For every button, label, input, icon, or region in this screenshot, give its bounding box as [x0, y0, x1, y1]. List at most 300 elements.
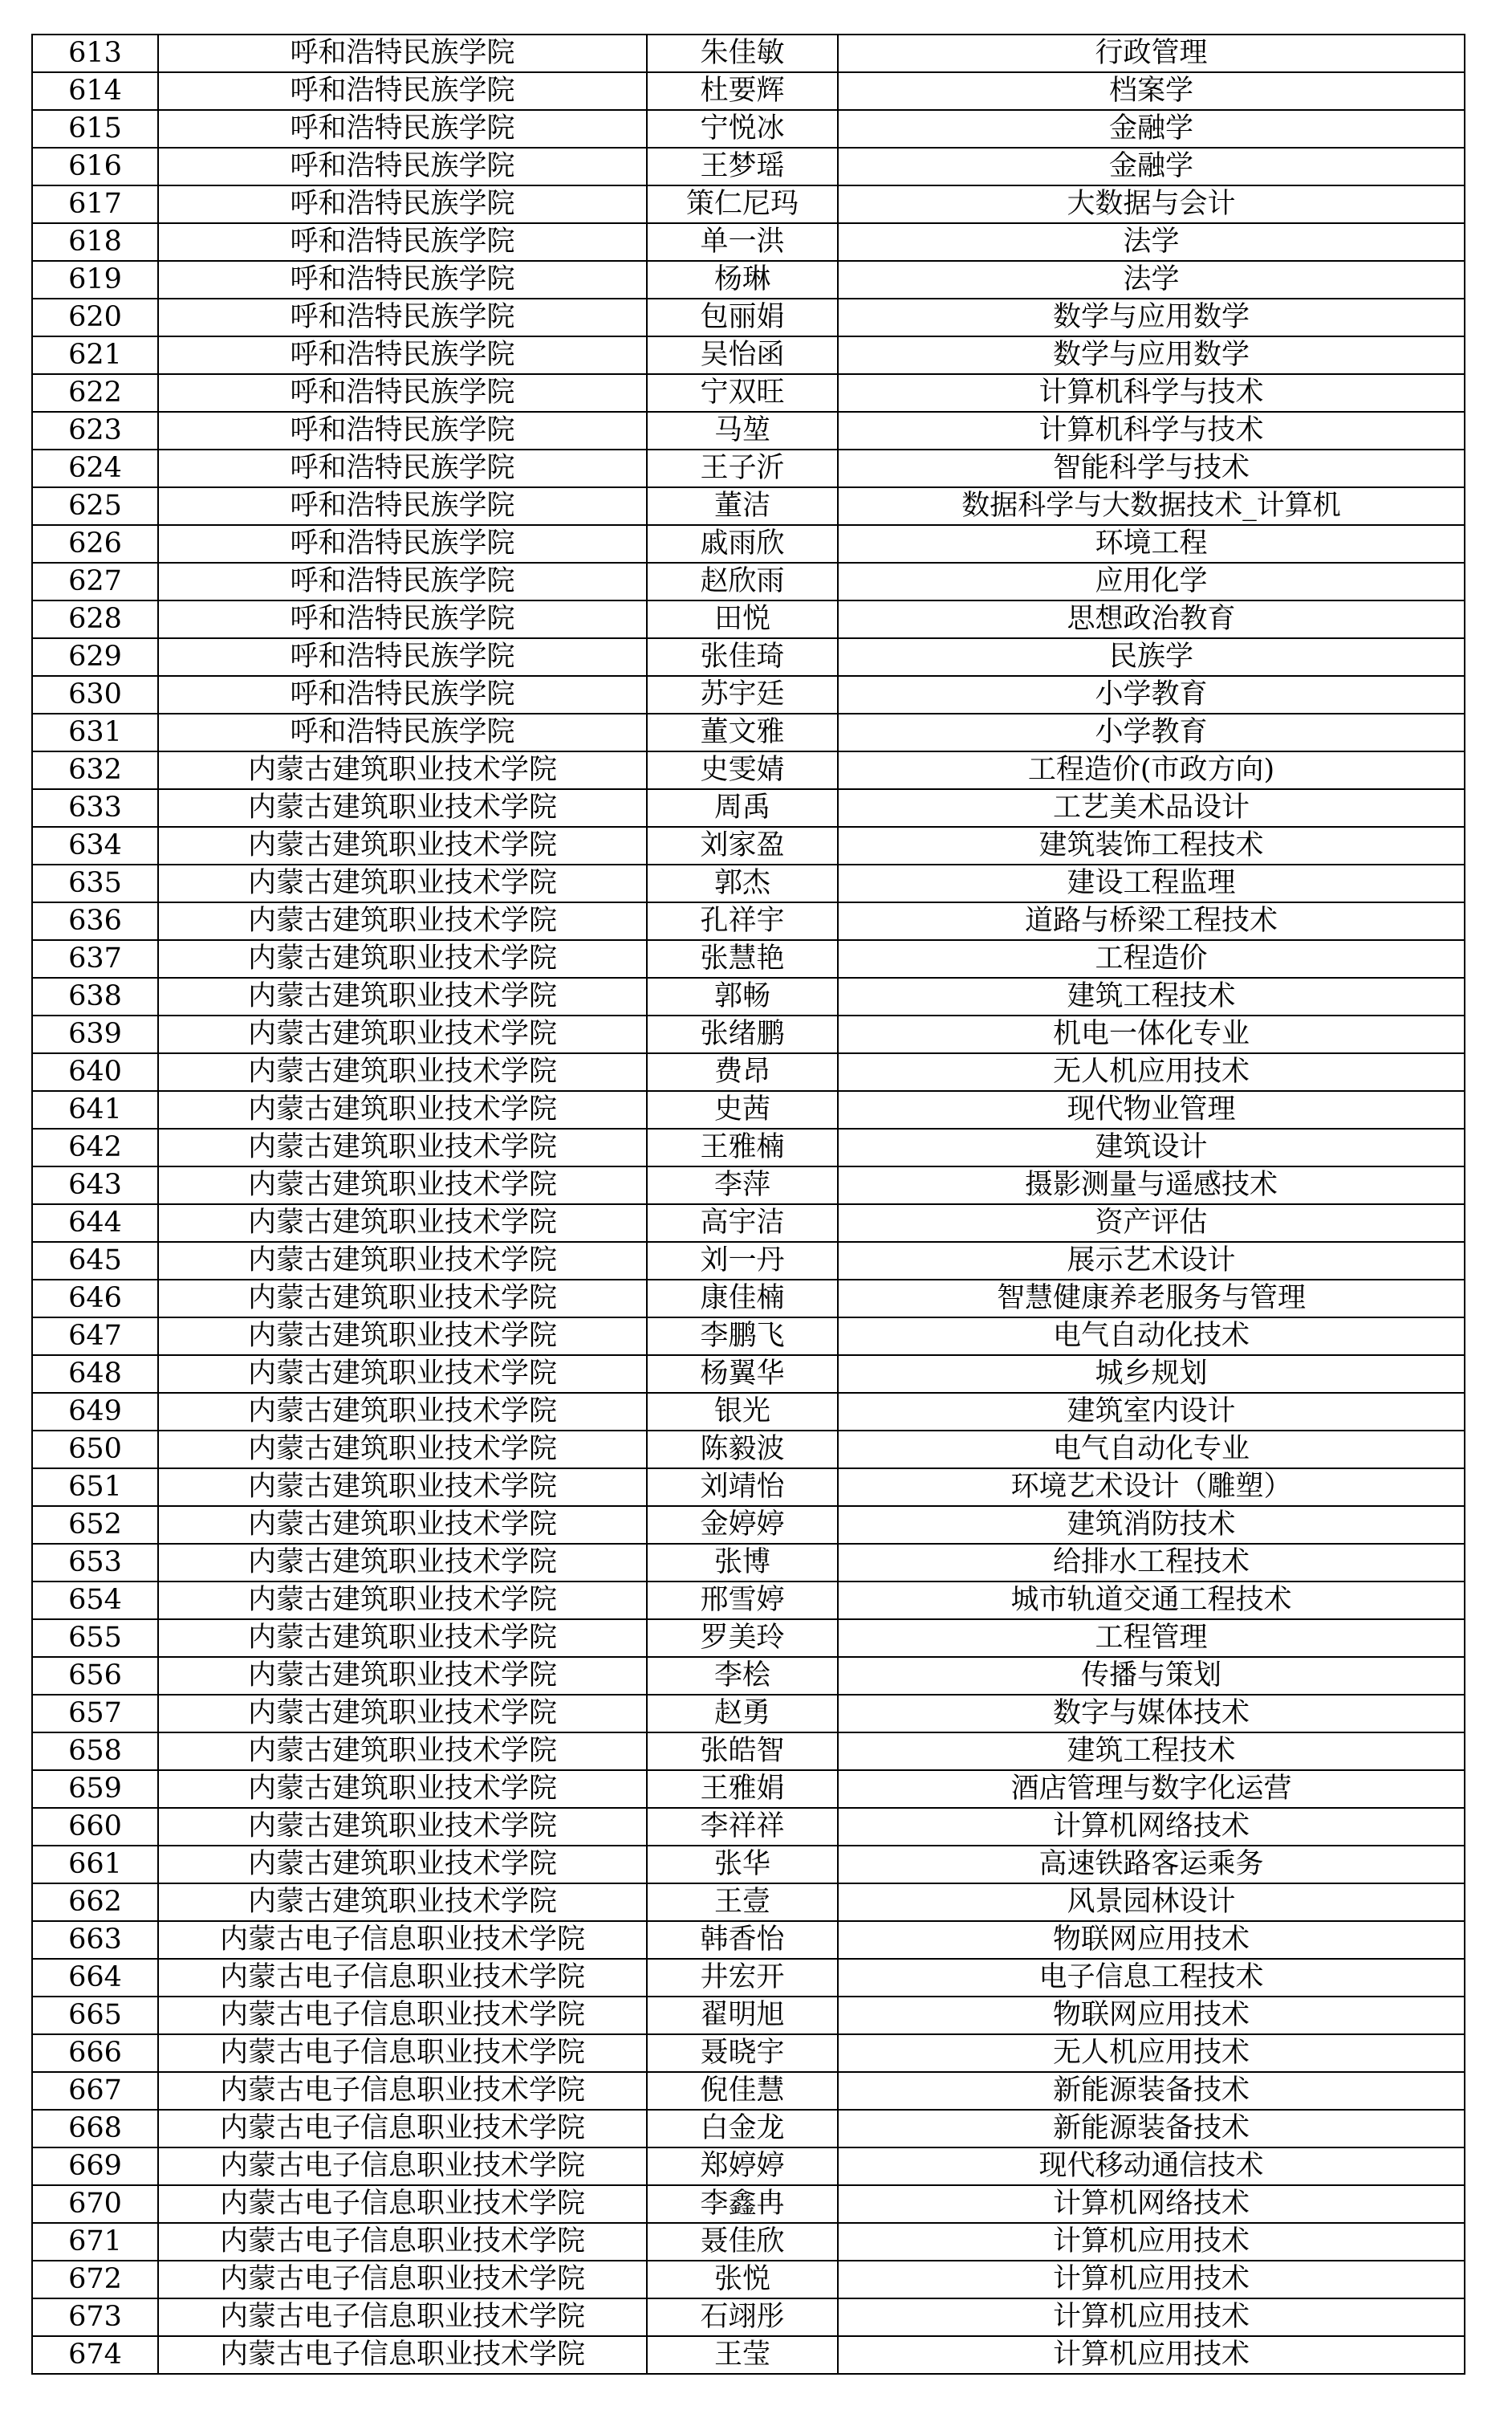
- student-name-cell: 史雯婧: [647, 751, 838, 789]
- major-cell: 建筑工程技术: [838, 1732, 1465, 1770]
- student-name-cell: 王子沂: [647, 450, 838, 487]
- school-cell: 内蒙古电子信息职业技术学院: [158, 2110, 647, 2147]
- student-name-cell: 康佳楠: [647, 1280, 838, 1317]
- major-cell: 建筑设计: [838, 1129, 1465, 1166]
- student-name-cell: 包丽娟: [647, 299, 838, 336]
- major-cell: 计算机科学与技术: [838, 374, 1465, 412]
- student-name-cell: 井宏开: [647, 1959, 838, 1997]
- student-name-cell: 陈毅波: [647, 1431, 838, 1468]
- row-number-cell: 624: [32, 450, 158, 487]
- table-row: [32, 1959, 1465, 1997]
- table-body: [32, 35, 1465, 2374]
- student-name-cell: 王莹: [647, 2336, 838, 2374]
- student-name-cell: 策仁尼玛: [647, 185, 838, 223]
- major-cell: 高速铁路客运乘务: [838, 1846, 1465, 1883]
- table-row: [32, 1582, 1465, 1619]
- major-cell: 计算机应用技术: [838, 2336, 1465, 2374]
- table-row: [32, 714, 1465, 751]
- table-row: [32, 1280, 1465, 1317]
- school-cell: 呼和浩特民族学院: [158, 261, 647, 299]
- table-row: [32, 1695, 1465, 1732]
- school-cell: 内蒙古电子信息职业技术学院: [158, 2261, 647, 2298]
- row-number-cell: 652: [32, 1506, 158, 1544]
- student-name-cell: 邢雪婷: [647, 1582, 838, 1619]
- school-cell: 内蒙古建筑职业技术学院: [158, 1242, 647, 1280]
- major-cell: 计算机应用技术: [838, 2261, 1465, 2298]
- table-row: [32, 299, 1465, 336]
- row-number-cell: 670: [32, 2185, 158, 2223]
- row-number-cell: 621: [32, 336, 158, 374]
- student-name-cell: 白金龙: [647, 2110, 838, 2147]
- school-cell: 内蒙古建筑职业技术学院: [158, 1883, 647, 1921]
- major-cell: 环境艺术设计（雕塑）: [838, 1468, 1465, 1506]
- school-cell: 内蒙古建筑职业技术学院: [158, 1506, 647, 1544]
- student-name-cell: 张皓智: [647, 1732, 838, 1770]
- major-cell: 计算机应用技术: [838, 2223, 1465, 2261]
- student-name-cell: 翟明旭: [647, 1997, 838, 2034]
- table-row: [32, 1393, 1465, 1431]
- school-cell: 呼和浩特民族学院: [158, 600, 647, 638]
- row-number-cell: 639: [32, 1016, 158, 1053]
- table-row: [32, 1770, 1465, 1808]
- table-row: [32, 1129, 1465, 1166]
- major-cell: 新能源装备技术: [838, 2110, 1465, 2147]
- table-row: [32, 563, 1465, 600]
- table-row: [32, 827, 1465, 865]
- school-cell: 内蒙古建筑职业技术学院: [158, 1582, 647, 1619]
- student-name-cell: 刘家盈: [647, 827, 838, 865]
- major-cell: 新能源装备技术: [838, 2072, 1465, 2110]
- major-cell: 展示艺术设计: [838, 1242, 1465, 1280]
- school-cell: 内蒙古建筑职业技术学院: [158, 1280, 647, 1317]
- school-cell: 内蒙古电子信息职业技术学院: [158, 2147, 647, 2185]
- student-name-cell: 王雅娟: [647, 1770, 838, 1808]
- row-number-cell: 615: [32, 110, 158, 148]
- major-cell: 工程造价(市政方向): [838, 751, 1465, 789]
- student-name-cell: 郑婷婷: [647, 2147, 838, 2185]
- row-number-cell: 630: [32, 676, 158, 714]
- student-name-cell: 杨翼华: [647, 1355, 838, 1393]
- major-cell: 数学与应用数学: [838, 336, 1465, 374]
- row-number-cell: 661: [32, 1846, 158, 1883]
- student-name-cell: 单一洪: [647, 223, 838, 261]
- student-name-cell: 宁悦冰: [647, 110, 838, 148]
- major-cell: 智能科学与技术: [838, 450, 1465, 487]
- row-number-cell: 671: [32, 2223, 158, 2261]
- school-cell: 呼和浩特民族学院: [158, 148, 647, 185]
- major-cell: 建筑装饰工程技术: [838, 827, 1465, 865]
- row-number-cell: 669: [32, 2147, 158, 2185]
- row-number-cell: 637: [32, 940, 158, 978]
- row-number-cell: 658: [32, 1732, 158, 1770]
- row-number-cell: 654: [32, 1582, 158, 1619]
- school-cell: 呼和浩特民族学院: [158, 487, 647, 525]
- major-cell: 思想政治教育: [838, 600, 1465, 638]
- major-cell: 环境工程: [838, 525, 1465, 563]
- school-cell: 内蒙古建筑职业技术学院: [158, 1732, 647, 1770]
- major-cell: 计算机科学与技术: [838, 412, 1465, 450]
- major-cell: 档案学: [838, 72, 1465, 110]
- school-cell: 内蒙古建筑职业技术学院: [158, 789, 647, 827]
- row-number-cell: 643: [32, 1166, 158, 1204]
- school-cell: 呼和浩特民族学院: [158, 714, 647, 751]
- school-cell: 呼和浩特民族学院: [158, 563, 647, 600]
- student-name-cell: 聂晓宇: [647, 2034, 838, 2072]
- major-cell: 城乡规划: [838, 1355, 1465, 1393]
- major-cell: 建设工程监理: [838, 865, 1465, 902]
- row-number-cell: 628: [32, 600, 158, 638]
- table-row: [32, 450, 1465, 487]
- school-cell: 内蒙古电子信息职业技术学院: [158, 2034, 647, 2072]
- student-name-cell: 倪佳慧: [647, 2072, 838, 2110]
- row-number-cell: 636: [32, 902, 158, 940]
- student-name-cell: 田悦: [647, 600, 838, 638]
- table-row: [32, 487, 1465, 525]
- row-number-cell: 613: [32, 35, 158, 72]
- table-row: [32, 223, 1465, 261]
- school-cell: 内蒙古建筑职业技术学院: [158, 1091, 647, 1129]
- table-row: [32, 35, 1465, 72]
- student-name-cell: 刘一丹: [647, 1242, 838, 1280]
- school-cell: 呼和浩特民族学院: [158, 72, 647, 110]
- student-name-cell: 杜要辉: [647, 72, 838, 110]
- row-number-cell: 657: [32, 1695, 158, 1732]
- student-name-cell: 韩香怡: [647, 1921, 838, 1959]
- student-name-cell: 马堃: [647, 412, 838, 450]
- school-cell: 内蒙古建筑职业技术学院: [158, 1468, 647, 1506]
- student-name-cell: 李祥祥: [647, 1808, 838, 1846]
- major-cell: 智慧健康养老服务与管理: [838, 1280, 1465, 1317]
- school-cell: 呼和浩特民族学院: [158, 638, 647, 676]
- student-name-cell: 史茜: [647, 1091, 838, 1129]
- student-name-cell: 高宇洁: [647, 1204, 838, 1242]
- major-cell: 金融学: [838, 110, 1465, 148]
- major-cell: 建筑室内设计: [838, 1393, 1465, 1431]
- table-row: [32, 978, 1465, 1016]
- row-number-cell: 627: [32, 563, 158, 600]
- table-row: [32, 751, 1465, 789]
- school-cell: 呼和浩特民族学院: [158, 299, 647, 336]
- table-row: [32, 2147, 1465, 2185]
- row-number-cell: 647: [32, 1317, 158, 1355]
- school-cell: 内蒙古电子信息职业技术学院: [158, 2072, 647, 2110]
- table-row: [32, 412, 1465, 450]
- row-number-cell: 642: [32, 1129, 158, 1166]
- school-cell: 呼和浩特民族学院: [158, 412, 647, 450]
- student-name-cell: 张佳琦: [647, 638, 838, 676]
- student-name-cell: 郭杰: [647, 865, 838, 902]
- row-number-cell: 645: [32, 1242, 158, 1280]
- student-name-cell: 周禹: [647, 789, 838, 827]
- table-row: [32, 1468, 1465, 1506]
- major-cell: 金融学: [838, 148, 1465, 185]
- major-cell: 现代移动通信技术: [838, 2147, 1465, 2185]
- table-row: [32, 638, 1465, 676]
- row-number-cell: 631: [32, 714, 158, 751]
- major-cell: 传播与策划: [838, 1657, 1465, 1695]
- table-row: [32, 110, 1465, 148]
- major-cell: 机电一体化专业: [838, 1016, 1465, 1053]
- school-cell: 内蒙古建筑职业技术学院: [158, 940, 647, 978]
- school-cell: 内蒙古电子信息职业技术学院: [158, 2298, 647, 2336]
- major-cell: 应用化学: [838, 563, 1465, 600]
- major-cell: 数学与应用数学: [838, 299, 1465, 336]
- student-name-cell: 刘靖怡: [647, 1468, 838, 1506]
- table-row: [32, 185, 1465, 223]
- school-cell: 内蒙古建筑职业技术学院: [158, 1619, 647, 1657]
- table-row: [32, 1053, 1465, 1091]
- school-cell: 内蒙古建筑职业技术学院: [158, 1166, 647, 1204]
- school-cell: 内蒙古电子信息职业技术学院: [158, 2336, 647, 2374]
- major-cell: 建筑工程技术: [838, 978, 1465, 1016]
- table-row: [32, 1242, 1465, 1280]
- school-cell: 呼和浩特民族学院: [158, 450, 647, 487]
- row-number-cell: 666: [32, 2034, 158, 2072]
- major-cell: 计算机网络技术: [838, 1808, 1465, 1846]
- school-cell: 内蒙古建筑职业技术学院: [158, 978, 647, 1016]
- table-row: [32, 676, 1465, 714]
- major-cell: 法学: [838, 261, 1465, 299]
- student-name-cell: 李萍: [647, 1166, 838, 1204]
- student-name-cell: 张华: [647, 1846, 838, 1883]
- row-number-cell: 629: [32, 638, 158, 676]
- school-cell: 内蒙古建筑职业技术学院: [158, 865, 647, 902]
- row-number-cell: 626: [32, 525, 158, 563]
- school-cell: 呼和浩特民族学院: [158, 35, 647, 72]
- table-row: [32, 2034, 1465, 2072]
- major-cell: 电气自动化专业: [838, 1431, 1465, 1468]
- student-name-cell: 张慧艳: [647, 940, 838, 978]
- student-name-cell: 李桧: [647, 1657, 838, 1695]
- student-name-cell: 石翊彤: [647, 2298, 838, 2336]
- school-cell: 内蒙古电子信息职业技术学院: [158, 1921, 647, 1959]
- row-number-cell: 674: [32, 2336, 158, 2374]
- student-name-cell: 张绪鹏: [647, 1016, 838, 1053]
- row-number-cell: 651: [32, 1468, 158, 1506]
- school-cell: 呼和浩特民族学院: [158, 336, 647, 374]
- school-cell: 内蒙古建筑职业技术学院: [158, 751, 647, 789]
- table-row: [32, 2223, 1465, 2261]
- row-number-cell: 668: [32, 2110, 158, 2147]
- row-number-cell: 656: [32, 1657, 158, 1695]
- school-cell: 内蒙古建筑职业技术学院: [158, 1770, 647, 1808]
- student-name-cell: 朱佳敏: [647, 35, 838, 72]
- row-number-cell: 620: [32, 299, 158, 336]
- table-row: [32, 336, 1465, 374]
- major-cell: 计算机网络技术: [838, 2185, 1465, 2223]
- student-name-cell: 聂佳欣: [647, 2223, 838, 2261]
- major-cell: 风景园林设计: [838, 1883, 1465, 1921]
- table-row: [32, 1544, 1465, 1582]
- student-name-cell: 银光: [647, 1393, 838, 1431]
- table-row: [32, 1016, 1465, 1053]
- table-row: [32, 940, 1465, 978]
- row-number-cell: 660: [32, 1808, 158, 1846]
- major-cell: 电气自动化技术: [838, 1317, 1465, 1355]
- table-row: [32, 1619, 1465, 1657]
- row-number-cell: 632: [32, 751, 158, 789]
- school-cell: 内蒙古电子信息职业技术学院: [158, 2185, 647, 2223]
- student-name-cell: 戚雨欣: [647, 525, 838, 563]
- table-row: [32, 1166, 1465, 1204]
- row-number-cell: 659: [32, 1770, 158, 1808]
- student-name-cell: 董洁: [647, 487, 838, 525]
- table-row: [32, 1204, 1465, 1242]
- table-row: [32, 1506, 1465, 1544]
- table-row: [32, 1846, 1465, 1883]
- major-cell: 行政管理: [838, 35, 1465, 72]
- table-row: [32, 600, 1465, 638]
- student-name-cell: 李鑫冉: [647, 2185, 838, 2223]
- school-cell: 内蒙古建筑职业技术学院: [158, 1204, 647, 1242]
- school-cell: 内蒙古建筑职业技术学院: [158, 902, 647, 940]
- row-number-cell: 638: [32, 978, 158, 1016]
- row-number-cell: 663: [32, 1921, 158, 1959]
- school-cell: 内蒙古电子信息职业技术学院: [158, 2223, 647, 2261]
- major-cell: 大数据与会计: [838, 185, 1465, 223]
- major-cell: 工程造价: [838, 940, 1465, 978]
- student-name-cell: 郭畅: [647, 978, 838, 1016]
- school-cell: 呼和浩特民族学院: [158, 110, 647, 148]
- student-name-cell: 吴怡函: [647, 336, 838, 374]
- table-row: [32, 72, 1465, 110]
- table-row: [32, 374, 1465, 412]
- major-cell: 现代物业管理: [838, 1091, 1465, 1129]
- table-row: [32, 2110, 1465, 2147]
- major-cell: 民族学: [838, 638, 1465, 676]
- school-cell: 内蒙古建筑职业技术学院: [158, 1544, 647, 1582]
- school-cell: 内蒙古建筑职业技术学院: [158, 1393, 647, 1431]
- row-number-cell: 648: [32, 1355, 158, 1393]
- student-name-cell: 罗美玲: [647, 1619, 838, 1657]
- row-number-cell: 641: [32, 1091, 158, 1129]
- row-number-cell: 617: [32, 185, 158, 223]
- major-cell: 物联网应用技术: [838, 1921, 1465, 1959]
- row-number-cell: 667: [32, 2072, 158, 2110]
- row-number-cell: 655: [32, 1619, 158, 1657]
- school-cell: 内蒙古建筑职业技术学院: [158, 1695, 647, 1732]
- table-row: [32, 525, 1465, 563]
- table-row: [32, 2336, 1465, 2374]
- major-cell: 资产评估: [838, 1204, 1465, 1242]
- student-name-cell: 费昂: [647, 1053, 838, 1091]
- row-number-cell: 673: [32, 2298, 158, 2336]
- major-cell: 建筑消防技术: [838, 1506, 1465, 1544]
- row-number-cell: 623: [32, 412, 158, 450]
- school-cell: 内蒙古建筑职业技术学院: [158, 1355, 647, 1393]
- school-cell: 呼和浩特民族学院: [158, 223, 647, 261]
- row-number-cell: 633: [32, 789, 158, 827]
- table-row: [32, 2072, 1465, 2110]
- student-name-cell: 宁双旺: [647, 374, 838, 412]
- student-name-cell: 金婷婷: [647, 1506, 838, 1544]
- row-number-cell: 644: [32, 1204, 158, 1242]
- school-cell: 内蒙古建筑职业技术学院: [158, 1431, 647, 1468]
- student-name-cell: 王壹: [647, 1883, 838, 1921]
- school-cell: 内蒙古建筑职业技术学院: [158, 1846, 647, 1883]
- row-number-cell: 664: [32, 1959, 158, 1997]
- row-number-cell: 622: [32, 374, 158, 412]
- major-cell: 摄影测量与遥感技术: [838, 1166, 1465, 1204]
- student-name-cell: 赵勇: [647, 1695, 838, 1732]
- school-cell: 呼和浩特民族学院: [158, 374, 647, 412]
- table-row: [32, 902, 1465, 940]
- student-list-table: [31, 34, 1465, 2375]
- table-row: [32, 261, 1465, 299]
- row-number-cell: 662: [32, 1883, 158, 1921]
- table-row: [32, 1921, 1465, 1959]
- student-name-cell: 张博: [647, 1544, 838, 1582]
- major-cell: 工程管理: [838, 1619, 1465, 1657]
- student-name-cell: 孔祥宇: [647, 902, 838, 940]
- school-cell: 内蒙古建筑职业技术学院: [158, 1053, 647, 1091]
- student-name-cell: 李鹏飞: [647, 1317, 838, 1355]
- table-row: [32, 1355, 1465, 1393]
- major-cell: 物联网应用技术: [838, 1997, 1465, 2034]
- row-number-cell: 649: [32, 1393, 158, 1431]
- school-cell: 内蒙古建筑职业技术学院: [158, 1129, 647, 1166]
- major-cell: 数据科学与大数据技术_计算机: [838, 487, 1465, 525]
- school-cell: 内蒙古建筑职业技术学院: [158, 1808, 647, 1846]
- row-number-cell: 634: [32, 827, 158, 865]
- row-number-cell: 619: [32, 261, 158, 299]
- row-number-cell: 672: [32, 2261, 158, 2298]
- student-name-cell: 赵欣雨: [647, 563, 838, 600]
- row-number-cell: 665: [32, 1997, 158, 2034]
- student-name-cell: 苏宇廷: [647, 676, 838, 714]
- row-number-cell: 653: [32, 1544, 158, 1582]
- row-number-cell: 625: [32, 487, 158, 525]
- table-row: [32, 1431, 1465, 1468]
- school-cell: 呼和浩特民族学院: [158, 185, 647, 223]
- row-number-cell: 646: [32, 1280, 158, 1317]
- major-cell: 城市轨道交通工程技术: [838, 1582, 1465, 1619]
- row-number-cell: 650: [32, 1431, 158, 1468]
- row-number-cell: 616: [32, 148, 158, 185]
- row-number-cell: 640: [32, 1053, 158, 1091]
- row-number-cell: 635: [32, 865, 158, 902]
- major-cell: 无人机应用技术: [838, 2034, 1465, 2072]
- school-cell: 内蒙古电子信息职业技术学院: [158, 1959, 647, 1997]
- major-cell: 小学教育: [838, 714, 1465, 751]
- table-row: [32, 1091, 1465, 1129]
- major-cell: 无人机应用技术: [838, 1053, 1465, 1091]
- major-cell: 电子信息工程技术: [838, 1959, 1465, 1997]
- major-cell: 给排水工程技术: [838, 1544, 1465, 1582]
- major-cell: 数字与媒体技术: [838, 1695, 1465, 1732]
- major-cell: 小学教育: [838, 676, 1465, 714]
- school-cell: 内蒙古建筑职业技术学院: [158, 1657, 647, 1695]
- table-row: [32, 1997, 1465, 2034]
- school-cell: 内蒙古建筑职业技术学院: [158, 827, 647, 865]
- student-name-cell: 张悦: [647, 2261, 838, 2298]
- school-cell: 内蒙古电子信息职业技术学院: [158, 1997, 647, 2034]
- table-row: [32, 789, 1465, 827]
- student-name-cell: 杨琳: [647, 261, 838, 299]
- table-row: [32, 2261, 1465, 2298]
- table-row: [32, 1732, 1465, 1770]
- table-row: [32, 865, 1465, 902]
- school-cell: 内蒙古建筑职业技术学院: [158, 1016, 647, 1053]
- major-cell: 法学: [838, 223, 1465, 261]
- student-name-cell: 董文雅: [647, 714, 838, 751]
- table-row: [32, 2185, 1465, 2223]
- table-row: [32, 2298, 1465, 2336]
- school-cell: 呼和浩特民族学院: [158, 525, 647, 563]
- table-row: [32, 1808, 1465, 1846]
- student-name-cell: 王雅楠: [647, 1129, 838, 1166]
- table-row: [32, 1883, 1465, 1921]
